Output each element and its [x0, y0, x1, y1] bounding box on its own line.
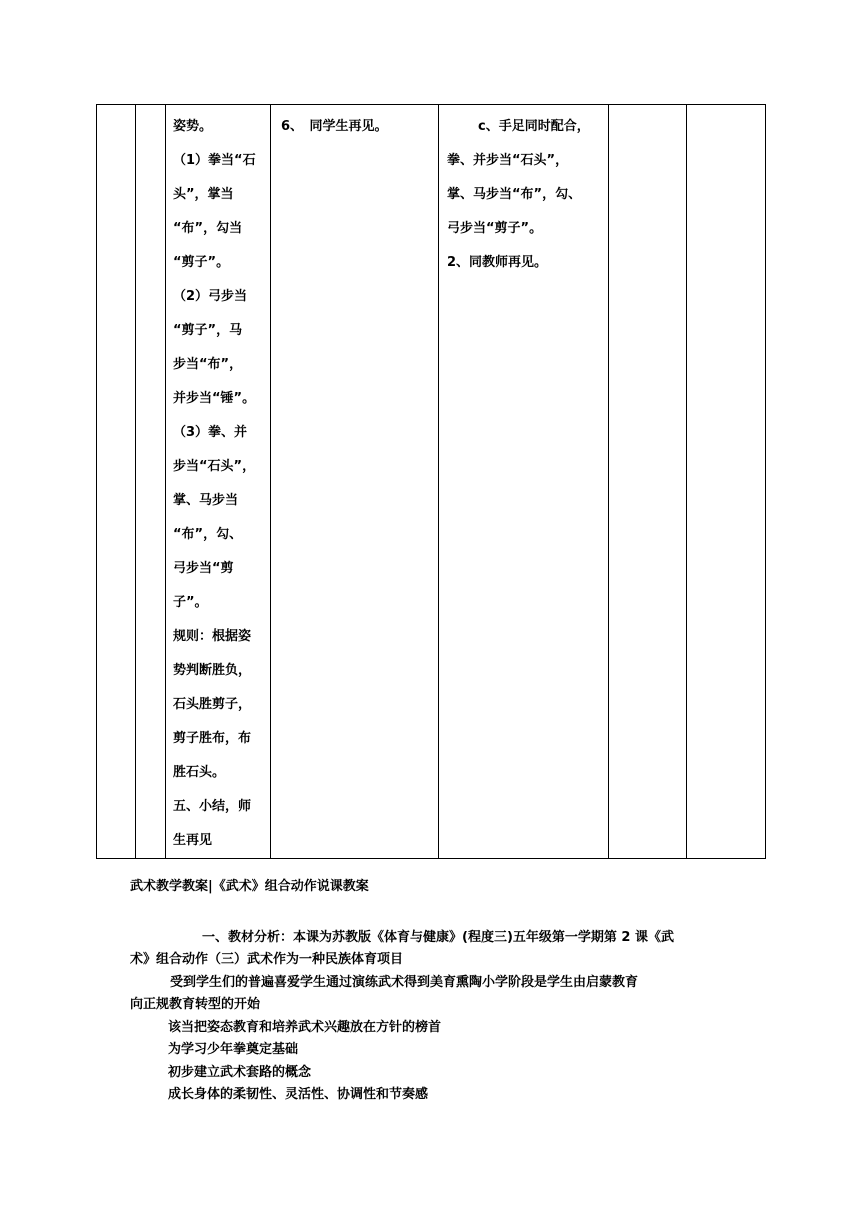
content-line: 步当“石头”，: [173, 459, 256, 474]
content-line: 掌、马步当: [173, 493, 239, 508]
table-cell-teacher-activity: [271, 105, 439, 859]
content-line: “剪子”，马: [173, 323, 243, 338]
content-line: 生再见: [173, 833, 213, 848]
content-line: 胜石头。: [173, 765, 226, 780]
content-line: 石头胜剪子，: [173, 697, 252, 712]
student-line: 弓步当“剪子”。: [447, 221, 543, 236]
teacher-line: 6、 同学生再见。: [281, 119, 388, 134]
document-heading: 武术教学教案|《武术》组合动作说课教案: [130, 879, 369, 894]
content-line: 姿势。: [173, 119, 213, 134]
content-line: 规则：根据姿: [173, 629, 252, 644]
content-lines: [173, 105, 270, 858]
paragraph-line: 向正规教育转型的开始: [130, 997, 261, 1012]
paragraph-line: 初步建立武术套路的概念: [168, 1065, 312, 1080]
content-line: “剪子”。: [173, 255, 230, 270]
paragraph-line: 为学习少年拳奠定基础: [168, 1042, 299, 1057]
content-line: 弓步当“剪: [173, 561, 234, 576]
table-cell-empty-1: [97, 105, 136, 859]
content-line: “布”，勾当: [173, 221, 243, 236]
paragraph-line: 受到学生们的普遍喜爱学生通过演练武术得到美育熏陶小学阶段是学生由启蒙教育: [170, 975, 639, 990]
content-line: 剪子胜布，布: [173, 731, 252, 746]
student-line: 拳、并步当“石头”，: [447, 153, 569, 168]
content-line: 势判断胜负，: [173, 663, 252, 678]
table-row: [97, 105, 766, 859]
student-line: 2、同教师再见。: [447, 255, 548, 270]
content-line: 五、小结，师: [173, 799, 252, 814]
student-line: 掌、马步当“布”，勾、: [447, 187, 582, 202]
table-cell-empty-7: [687, 105, 766, 859]
paragraph-line: 成长身体的柔韧性、灵活性、协调性和节奏感: [168, 1087, 429, 1102]
table-cell-student-activity: [439, 105, 609, 859]
content-line: 并步当“锤”。: [173, 391, 256, 406]
content-line: 子”。: [173, 595, 208, 610]
content-line: 步当“布”，: [173, 357, 243, 372]
student-line: c、手足同时配合，: [478, 119, 590, 134]
lesson-plan-table: [96, 104, 766, 859]
content-line: （2）弓步当: [173, 289, 248, 304]
table-cell-empty-6: [609, 105, 687, 859]
paragraph-line: 一、教材分析：本课为苏教版《体育与健康》(程度三)五年级第一学期第 2 课《武: [202, 930, 674, 945]
content-line: （1）拳当“石: [173, 153, 256, 168]
content-line: 头”，掌当: [173, 187, 234, 202]
table-cell-teaching-content: [166, 105, 271, 859]
table-cell-empty-2: [136, 105, 166, 859]
content-line: （3）拳、并: [173, 425, 248, 440]
paragraph-line: 该当把姿态教育和培养武术兴趣放在方针的榜首: [168, 1020, 442, 1035]
paragraph-line: 术》组合动作（三）武术作为一种民族体育项目: [130, 952, 404, 967]
content-line: “布”，勾、: [173, 527, 243, 542]
